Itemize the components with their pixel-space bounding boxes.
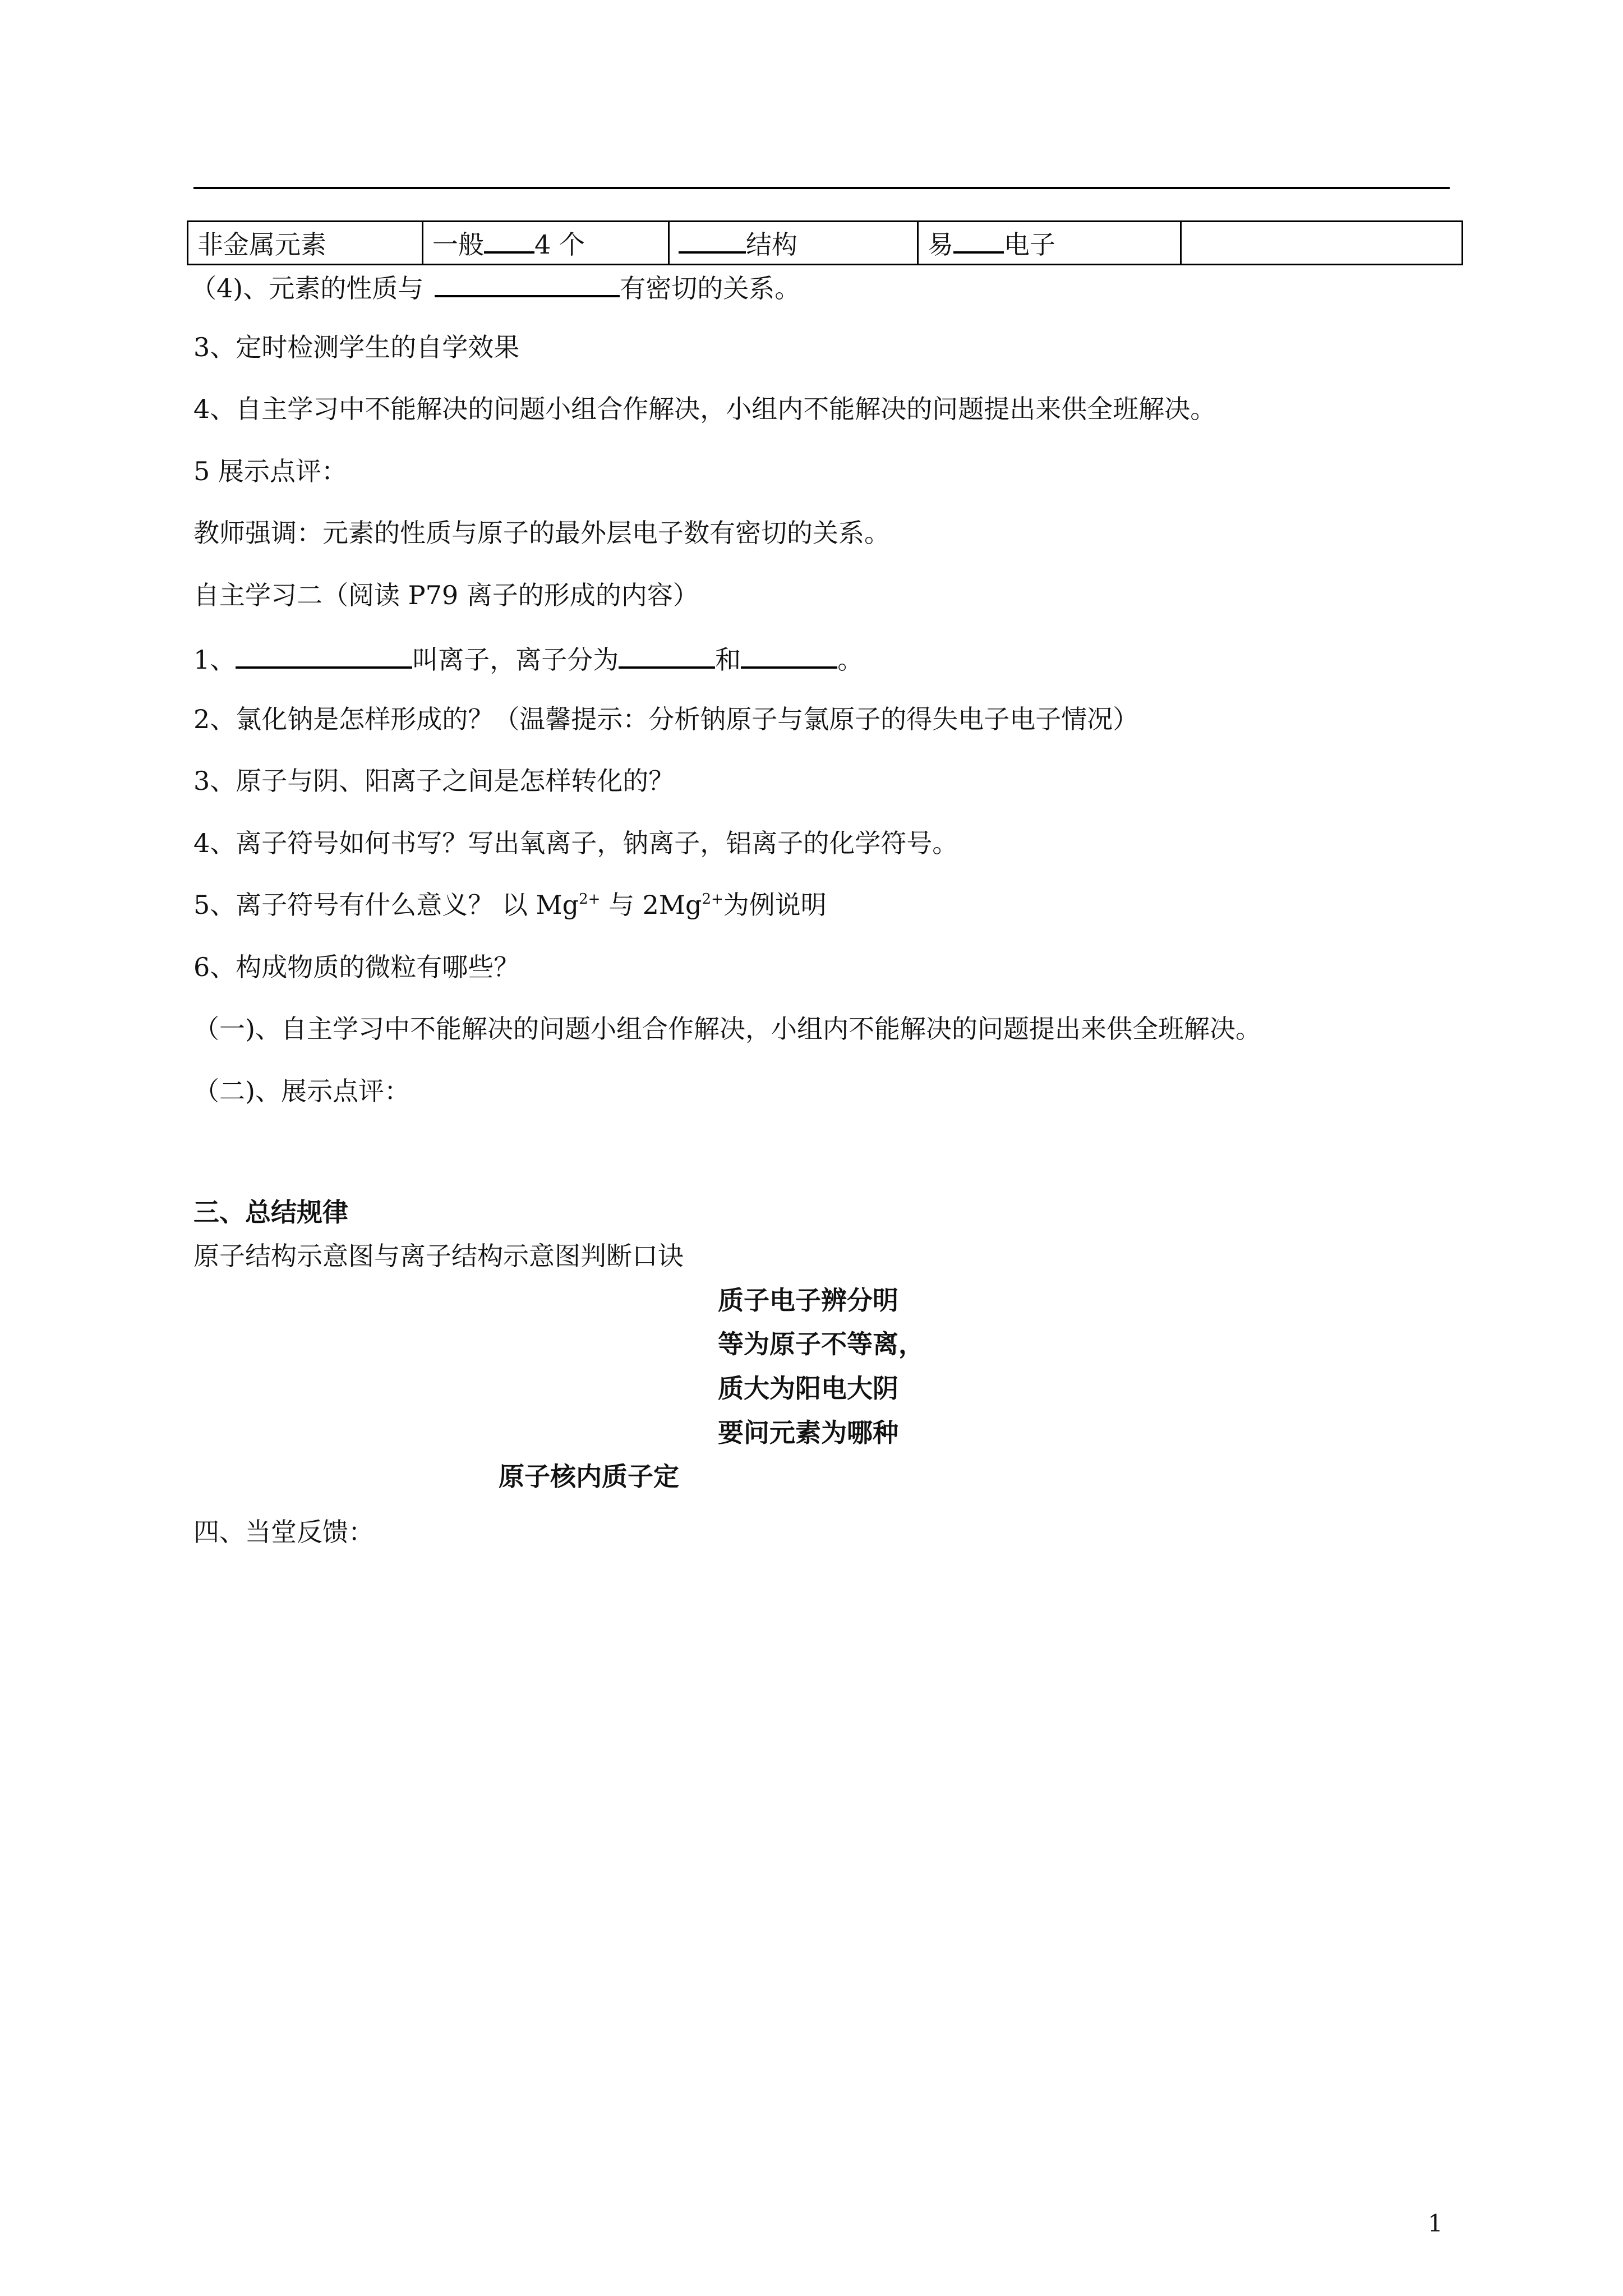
line-ion-symbol-question: 4、离子符号如何书写？写出氧离子，钠离子，铝离子的化学符号。: [193, 828, 958, 858]
header-rule: [193, 187, 1450, 189]
section3-heading: 三、总结规律: [193, 1197, 348, 1227]
verse-line: 原子核内质子定: [499, 1461, 679, 1492]
cell-empty: [1181, 222, 1463, 265]
cell-electron-count: 一般 4 个: [423, 222, 669, 265]
section3-intro: 原子结构示意图与离子结构示意图判断口诀: [193, 1241, 684, 1271]
element-table: [187, 220, 1463, 265]
line-ion-meaning: 5、离子符号有什么意义？ 以 $Mg^{2+}$ 与 $2Mg^{2+}$为例说明: [193, 890, 827, 920]
line-presentation: 5 展示点评：: [193, 456, 347, 486]
fill-blank: [679, 229, 746, 254]
section4-heading: 四、当堂反馈：: [193, 1517, 374, 1547]
line-nacl-question: 2、氯化钠是怎样形成的？（温馨提示：分析钠原子与氯原子的得失电子电子情况）: [193, 704, 1139, 734]
line-timed-test: 3、定时检测学生的自学效果: [193, 332, 520, 362]
line-ion-definition: 1、 叫离子，离子分为 和 。: [193, 645, 864, 675]
line-self-study-two: 自主学习二（阅读 P79 离子的形成的内容）: [193, 580, 699, 610]
table-row: [188, 222, 1463, 265]
verse-line: 质大为阳电大阴: [718, 1373, 898, 1404]
verse-line: 等为原子不等离，: [718, 1329, 924, 1359]
line-teacher-note: 教师强调：元素的性质与原子的最外层电子数有密切的关系。: [193, 518, 890, 548]
line-properties: （4)、元素的性质与 有密切的关系。: [191, 273, 801, 303]
fill-blank: [741, 644, 837, 669]
verse-line: 要问元素为哪种: [718, 1418, 898, 1448]
cell-structure: 结构: [669, 222, 918, 265]
page-number: 1: [1428, 2210, 1443, 2237]
line-group-solve: 4、自主学习中不能解决的问题小组合作解决，小组内不能解决的问题提出来供全班解决。: [193, 394, 1216, 424]
fill-blank: [619, 644, 715, 669]
cell-element-type: 非金属元素: [188, 222, 423, 265]
fill-blank: [484, 229, 534, 254]
fill-blank: [953, 229, 1004, 254]
fill-blank: [236, 644, 412, 669]
line-presentation-2: （二)、展示点评：: [193, 1076, 410, 1106]
line-particles: 6、构成物质的微粒有哪些？: [193, 952, 520, 982]
verse-line: 质子电子辨分明: [718, 1285, 898, 1315]
fill-blank: [435, 273, 620, 297]
line-atom-ion-question: 3、原子与阴、阳离子之间是怎样转化的？: [193, 766, 675, 796]
cell-electron-tendency: 易 电子: [918, 222, 1181, 265]
line-group-solve-2: （一)、自主学习中不能解决的问题小组合作解决，小组内不能解决的问题提出来供全班解决。: [193, 1014, 1261, 1044]
